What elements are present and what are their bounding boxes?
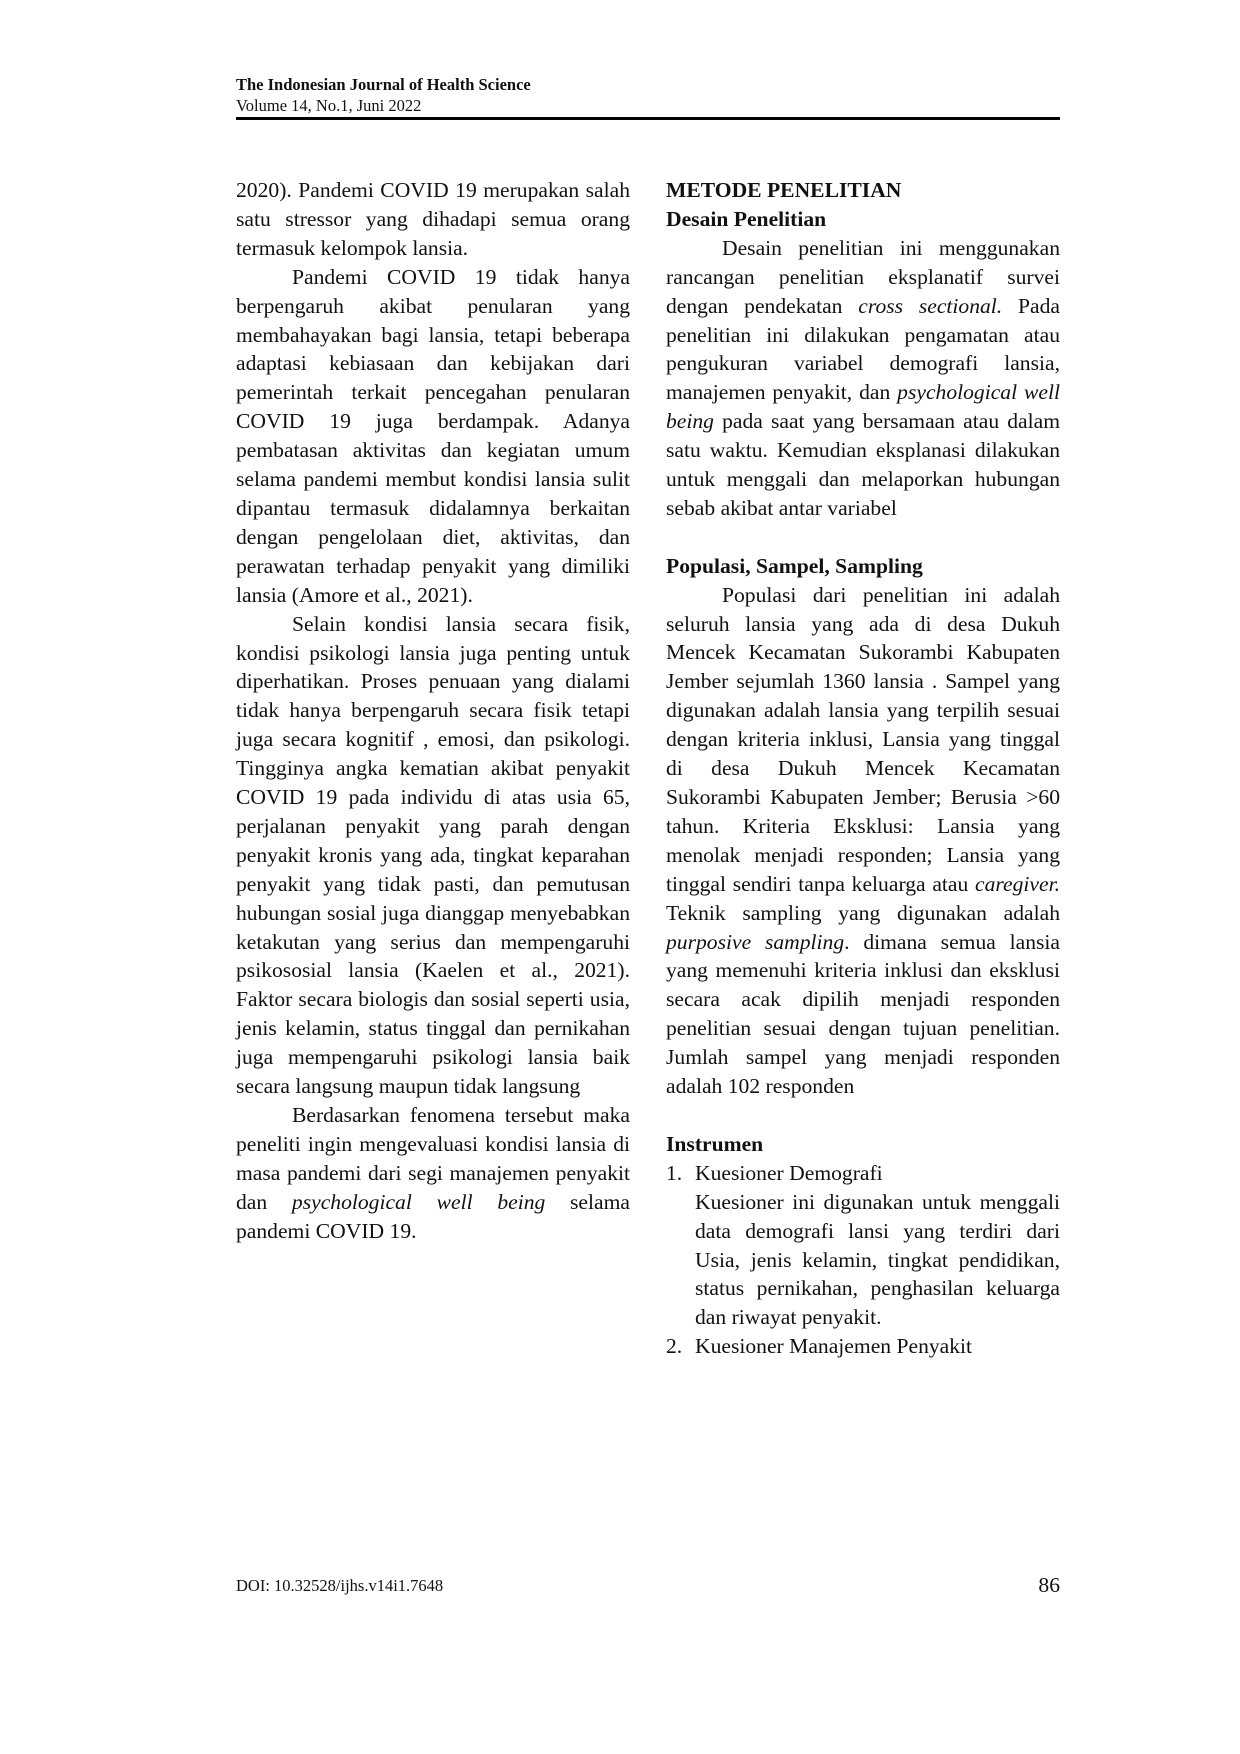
text-run: Desain penelitian ini menggunakan rancangan penelitian eksplanatif survei dengan pendekatan (666, 235, 1060, 318)
paragraph-fenomena (236, 1101, 630, 1246)
text-run: pada saat yang bersamaan atau dalam satu waktu. Kemudian eksplanasi dilakukan untuk menggali dan melaporkan hubungan sebab akibat antar variabel (666, 409, 1060, 520)
spacer (666, 1101, 1060, 1130)
right-column (666, 176, 1060, 1361)
left-column (236, 176, 630, 1246)
page-number: 86 (1038, 1573, 1060, 1597)
text-run: . dimana semua lansia yang memenuhi kriteria inklusi dan eksklusi secara acak dipilih menjadi responden penelitian sesuai dengan tujuan penelitian. Jumlah sampel yang menjadi responden adalah 102 responden (666, 929, 1060, 1099)
text-run: selama pandemi COVID 19. (236, 1189, 630, 1243)
italic-term: cross sectional. (858, 293, 1003, 318)
subheading-populasi: Populasi, Sampel, Sampling (666, 553, 923, 578)
list-item (666, 1159, 1060, 1332)
journal-volume: Volume 14, No.1, Juni 2022 (236, 96, 422, 115)
italic-term: caregiver. (975, 871, 1060, 896)
text-run: Populasi dari penelitian ini adalah seluruh lansia yang ada di desa Dukuh Mencek Kecamatan Sukorambi Kabupaten Jember sejumlah 1360 lansia . Sampel yang digunakan adalah lansia yang terpilih sesuai dengan kriteria inklusi, Lansia yang tinggal di desa Dukuh Mencek Kecamatan Sukorambi Kabupaten Jember; Berusia >60 tahun. Kriteria Eksklusi: Lansia yang menolak menjadi responden; Lansia yang tinggal sendiri tanpa keluarga atau (666, 582, 1060, 896)
list-number: 2. (666, 1334, 683, 1359)
italic-term: psychological well being (666, 380, 1060, 434)
instrument-list (666, 1159, 1060, 1361)
list-item-description: Kuesioner ini digunakan untuk menggali data demografi lansi yang terdiri dari Usia, jenis kelamin, tingkat pendidikan, status pernikahan, penghasilan keluarga dan riwayat penyakit. (695, 1189, 1060, 1330)
paragraph-pandemi: Pandemi COVID 19 tidak hanya berpengaruh akibat penularan yang membahayakan bagi lansia, tetapi beberapa adaptasi kebiasaan dan kebijakan dari pemerintah terkait pencegahan penularan COVID 19 juga berdampak. Adanya pembatasan aktivitas dan kegiatan umum selama pandemi membut kondisi lansia sulit dipantau termasuk didalamnya berkaitan dengan pengelolaan diet, aktivitas, dan perawatan terhadap penyakit yang dimiliki lansia (Amore et al., 2021). (236, 264, 630, 607)
text-run: Teknik sampling yang digunakan adalah (666, 900, 1060, 925)
paragraph-desain (666, 234, 1060, 523)
italic-term: psychological well being (291, 1189, 546, 1214)
doi-footer: DOI: 10.32528/ijhs.v14i1.7648 (236, 1576, 444, 1595)
subheading-desain: Desain Penelitian (666, 206, 827, 231)
subheading-instrumen: Instrumen (666, 1131, 764, 1156)
running-header (236, 74, 1060, 116)
list-item (666, 1332, 1060, 1361)
paragraph-populasi (666, 581, 1060, 1101)
italic-term: purposive sampling (666, 929, 845, 954)
text-run: Pada penelitian ini dilakukan pengamatan atau pengukuran variabel demografi lansia, manajemen penyakit, dan (666, 293, 1060, 405)
section-title: METODE PENELITIAN (666, 178, 902, 202)
spacer (666, 523, 1060, 552)
journal-title: The Indonesian Journal of Health Science (236, 75, 531, 94)
paragraph-continued: 2020). Pandemi COVID 19 merupakan salah satu stressor yang dihadapi semua orang termasuk kelompok lansia. (236, 178, 630, 260)
paragraph-psikologi: Selain kondisi lansia secara fisik, kondisi psikologi lansia juga penting untuk diperhatikan. Proses penuaan yang dialami tidak hanya berpengaruh secara fisik tetapi juga secara kognitif , emosi, dan psikologi. Tingginya angka kematian akibat penyakit COVID 19 pada individu di atas usia 65, perjalanan penyakit yang parah dengan penyakit kronis yang ada, tingkat keparahan penyakit yang tidak pasti, dan pemutusan hubungan sosial juga dianggap menyebabkan ketakutan yang serius dan mempengaruhi psikososial lansia (Kaelen et al., 2021). Faktor secara biologis dan sosial seperti usia, jenis kelamin, status tinggal dan pernikahan juga mempengaruhi psikologi lansia baik secara langsung maupun tidak langsung (236, 611, 630, 1099)
header-divider (236, 117, 1060, 120)
list-number: 1. (666, 1160, 683, 1185)
text-run: Berdasarkan fenomena tersebut maka peneliti ingin mengevaluasi kondisi lansia di masa pandemi dari segi manajemen penyakit dan (236, 1103, 630, 1214)
list-item-title: Kuesioner Manajemen Penyakit (695, 1334, 973, 1359)
list-item-title: Kuesioner Demografi (695, 1160, 883, 1185)
